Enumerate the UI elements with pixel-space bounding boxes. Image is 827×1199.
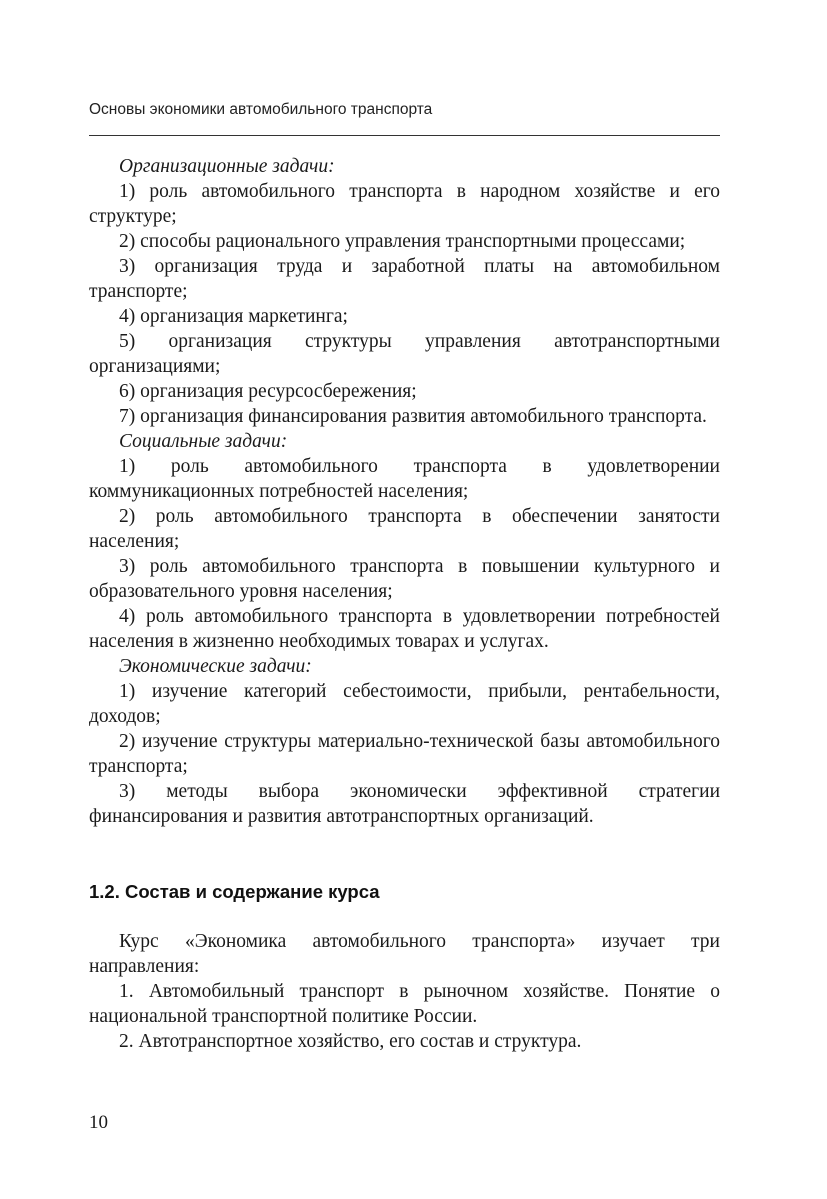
org-task-item: 5) организация структуры управления автотранспортными организациями; (89, 331, 720, 377)
section-item: 1. Автомобильный транспорт в рыночном хозяйстве. Понятие о национальной транспортной политике России. (89, 981, 720, 1027)
social-task-item: 4) роль автомобильного транспорта в удовлетворении потребностей населения в жизненно необходимых товарах и услугах. (89, 606, 720, 652)
section-heading: 1.2. Состав и содержание курса (89, 881, 380, 902)
org-task-item: 3) организация труда и заработной платы на автомобильном транспорте; (89, 256, 720, 302)
social-task-item: 1) роль автомобильного транспорта в удовлетворении коммуникационных потребностей населения; (89, 456, 720, 502)
org-task-item: 7) организация финансирования развития автомобильного транспорта. (119, 406, 707, 427)
section-item: 2. Автотранспортное хозяйство, его состав и структура. (119, 1031, 582, 1052)
econ-task-item: 2) изучение структуры материально-технической базы автомобильного транспорта; (89, 731, 720, 777)
social-task-item: 3) роль автомобильного транспорта в повышении культурного и образовательного уровня населения; (89, 556, 720, 602)
running-header: Основы экономики автомобильного транспорта (89, 101, 433, 118)
social-task-item: 2) роль автомобильного транспорта в обеспечении занятости населения; (89, 506, 720, 552)
econ-tasks-title: Экономические задачи: (119, 656, 312, 677)
econ-task-item: 1) изучение категорий себестоимости, прибыли, рентабельности, доходов; (89, 681, 720, 727)
org-task-item: 2) способы рационального управления транспортными процессами; (119, 231, 686, 252)
section-intro: Курс «Экономика автомобильного транспорта» изучает три направления: (89, 931, 720, 977)
org-tasks-title: Организационные задачи: (119, 156, 335, 177)
econ-task-item: 3) методы выбора экономически эффективной стратегии финансирования и развития автотранспортных организаций. (89, 781, 720, 827)
org-task-item: 1) роль автомобильного транспорта в народном хозяйстве и его структуре; (89, 181, 720, 227)
header-divider (89, 135, 720, 136)
page-body (89, 154, 720, 1054)
social-tasks-title: Социальные задачи: (119, 431, 288, 452)
org-task-item: 6) организация ресурсосбережения; (119, 381, 417, 402)
page-number: 10 (89, 1112, 108, 1133)
org-task-item: 4) организация маркетинга; (119, 306, 348, 327)
